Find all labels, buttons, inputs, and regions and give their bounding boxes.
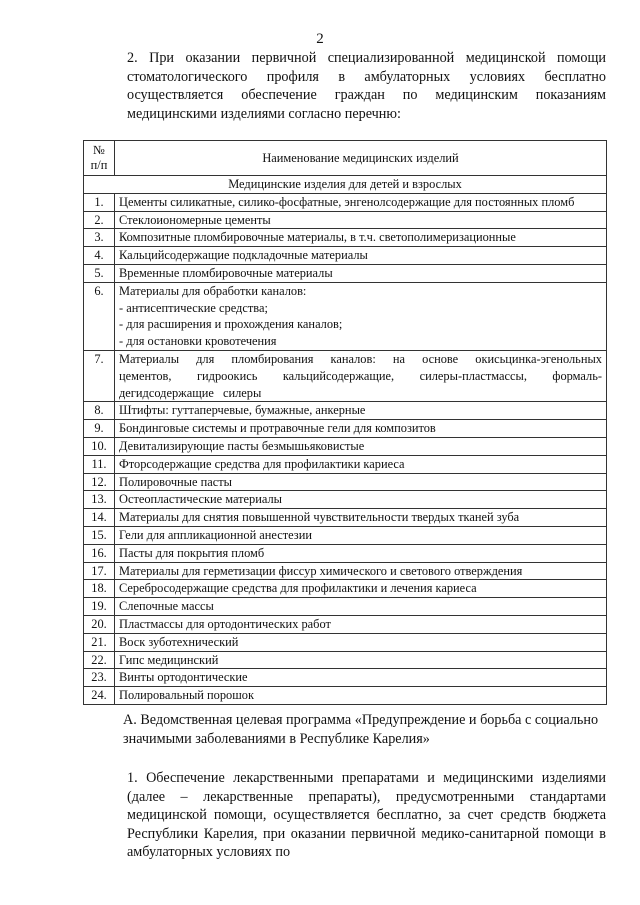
- table-row: [84, 211, 607, 229]
- header-name: Наименование медицинских изделий: [115, 141, 607, 176]
- item-name: Остеопластические материалы: [119, 492, 282, 507]
- item-name: Полировочные пасты: [119, 474, 232, 489]
- item-name: Винты ортодонтические: [119, 670, 248, 685]
- table-row: [84, 264, 607, 282]
- item-name: Полировальный порошок: [119, 688, 254, 703]
- table-row: [84, 402, 607, 420]
- table-row: [84, 509, 607, 527]
- paragraph-1: [83, 769, 606, 862]
- header-number: № п/п: [84, 141, 115, 176]
- row-number: 1.: [84, 193, 115, 211]
- item-name: Серебросодержащие средства для профилактики и лечения кариеса: [119, 581, 477, 596]
- item-name: Цементы силикатные, силико-фосфатные, энгенолсодержащие для постоянных пломб: [119, 194, 575, 209]
- table-row: [84, 247, 607, 265]
- row-number: 23.: [84, 669, 115, 687]
- row-text: [115, 687, 607, 705]
- table-row: [84, 633, 607, 651]
- row-text: [115, 598, 607, 616]
- row-number: 15.: [84, 526, 115, 544]
- row-number: 6.: [84, 282, 115, 350]
- sub-item: - антисептические средства;: [119, 300, 268, 315]
- row-number: 13.: [84, 491, 115, 509]
- row-number: 20.: [84, 615, 115, 633]
- row-number: 12.: [84, 473, 115, 491]
- row-number: 16.: [84, 544, 115, 562]
- row-text: [115, 473, 607, 491]
- table-row: [84, 350, 607, 401]
- row-number: 7.: [84, 350, 115, 401]
- section-a-heading: [83, 711, 606, 748]
- table-row: [84, 473, 607, 491]
- sub-item: - для расширения и прохождения каналов;: [119, 317, 343, 332]
- table-row: [84, 687, 607, 705]
- row-text: [115, 562, 607, 580]
- table-row: [84, 455, 607, 473]
- row-number: 18.: [84, 580, 115, 598]
- item-name: Пасты для покрытия пломб: [119, 545, 265, 560]
- row-text: [115, 282, 607, 350]
- section-title: Медицинские изделия для детей и взрослых: [84, 176, 607, 194]
- table-row: [84, 615, 607, 633]
- row-text: [115, 193, 607, 211]
- row-number: 22.: [84, 651, 115, 669]
- row-text: [115, 651, 607, 669]
- row-text: [115, 455, 607, 473]
- table-row: [84, 193, 607, 211]
- item-name: Девитализирующие пасты безмышьяковистые: [119, 438, 365, 453]
- table-row: [84, 562, 607, 580]
- row-number: 21.: [84, 633, 115, 651]
- section-row: [84, 176, 607, 194]
- row-text: [115, 509, 607, 527]
- item-name: Штифты: гуттаперчевые, бумажные, анкерные: [119, 403, 366, 418]
- row-number: 24.: [84, 687, 115, 705]
- table-row: [84, 651, 607, 669]
- table-row: [84, 491, 607, 509]
- table-row: [84, 437, 607, 455]
- item-name: Материалы для обработки каналов:: [119, 283, 307, 298]
- row-text: [115, 669, 607, 687]
- page-number: 2: [316, 31, 324, 47]
- intro-text: 2. При оказании первичной специализированной медицинской помощи стоматологического профиля в амбулаторных условиях бесплатно осуществляется обеспечение граждан по медицинским показаниям медицинскими изделиями согласно перечню:: [127, 50, 606, 122]
- row-text: [115, 264, 607, 282]
- table-row: [84, 229, 607, 247]
- row-text: [115, 420, 607, 438]
- row-text: [115, 580, 607, 598]
- row-text: [115, 229, 607, 247]
- row-text: [115, 402, 607, 420]
- item-name: Фторсодержащие средства для профилактики кариеса: [119, 456, 405, 471]
- row-text: [115, 437, 607, 455]
- item-name: Стеклоиономерные цементы: [119, 212, 271, 227]
- row-number: 19.: [84, 598, 115, 616]
- row-number: 5.: [84, 264, 115, 282]
- medical-devices-table: [83, 140, 607, 705]
- row-number: 14.: [84, 509, 115, 527]
- item-name: Слепочные массы: [119, 599, 214, 614]
- row-text: [115, 350, 607, 401]
- table-header: [84, 141, 607, 176]
- table-row: [84, 526, 607, 544]
- row-number: 10.: [84, 437, 115, 455]
- row-number: 11.: [84, 455, 115, 473]
- item-name: Материалы для пломбирования каналов: на основе окисьцинка-эгенольных цементов, гидроокись кальцийсодержащие, силеры-пластмассы, формаль-дегидсодержащие силеры: [119, 351, 602, 400]
- paragraph-1-text: 1. Обеспечение лекарственными препаратами и медицинскими изделиями (далее – лекарственные препараты), предусмотренными стандартами медицинской помощи, осуществляется бесплатно, за счет средств бюджета Республики Карелия, при оказании первичной медико-санитарной помощи в амбулаторных условиях по: [127, 770, 606, 860]
- item-name: Материалы для снятия повышенной чувствительности твердых тканей зуба: [119, 510, 520, 525]
- row-number: 9.: [84, 420, 115, 438]
- item-name: Воск зуботехнический: [119, 634, 239, 649]
- item-name: Временные пломбировочные материалы: [119, 265, 333, 280]
- item-name: Гипс медицинский: [119, 652, 219, 667]
- item-name: Пластмассы для ортодонтических работ: [119, 616, 331, 631]
- row-number: 3.: [84, 229, 115, 247]
- table-row: [84, 420, 607, 438]
- item-name: Композитные пломбировочные материалы, в т.ч. светополимеризационные: [119, 230, 516, 245]
- row-text: [115, 526, 607, 544]
- table-row: [84, 598, 607, 616]
- item-name: Гели для аппликационной анестезии: [119, 527, 312, 542]
- row-text: [115, 615, 607, 633]
- item-name: Бондинговые системы и протравочные гели для композитов: [119, 421, 436, 436]
- row-text: [115, 211, 607, 229]
- row-text: [115, 633, 607, 651]
- table-row: [84, 282, 607, 350]
- row-number: 4.: [84, 247, 115, 265]
- row-text: [115, 247, 607, 265]
- row-number: 8.: [84, 402, 115, 420]
- row-text: [115, 544, 607, 562]
- row-number: 2.: [84, 211, 115, 229]
- table-row: [84, 544, 607, 562]
- item-name: Материалы для герметизации фиссур химического и светового отверждения: [119, 563, 523, 578]
- row-number: 17.: [84, 562, 115, 580]
- table-row: [84, 580, 607, 598]
- table-row: [84, 669, 607, 687]
- row-text: [115, 491, 607, 509]
- item-name: Кальцийсодержащие подкладочные материалы: [119, 248, 368, 263]
- intro-paragraph: [83, 49, 606, 123]
- sub-item: - для остановки кровотечения: [119, 334, 277, 349]
- section-a-text: А. Ведомственная целевая программа «Предупреждение и борьба с социально значимыми заболеваниями в Республике Карелия»: [123, 712, 599, 747]
